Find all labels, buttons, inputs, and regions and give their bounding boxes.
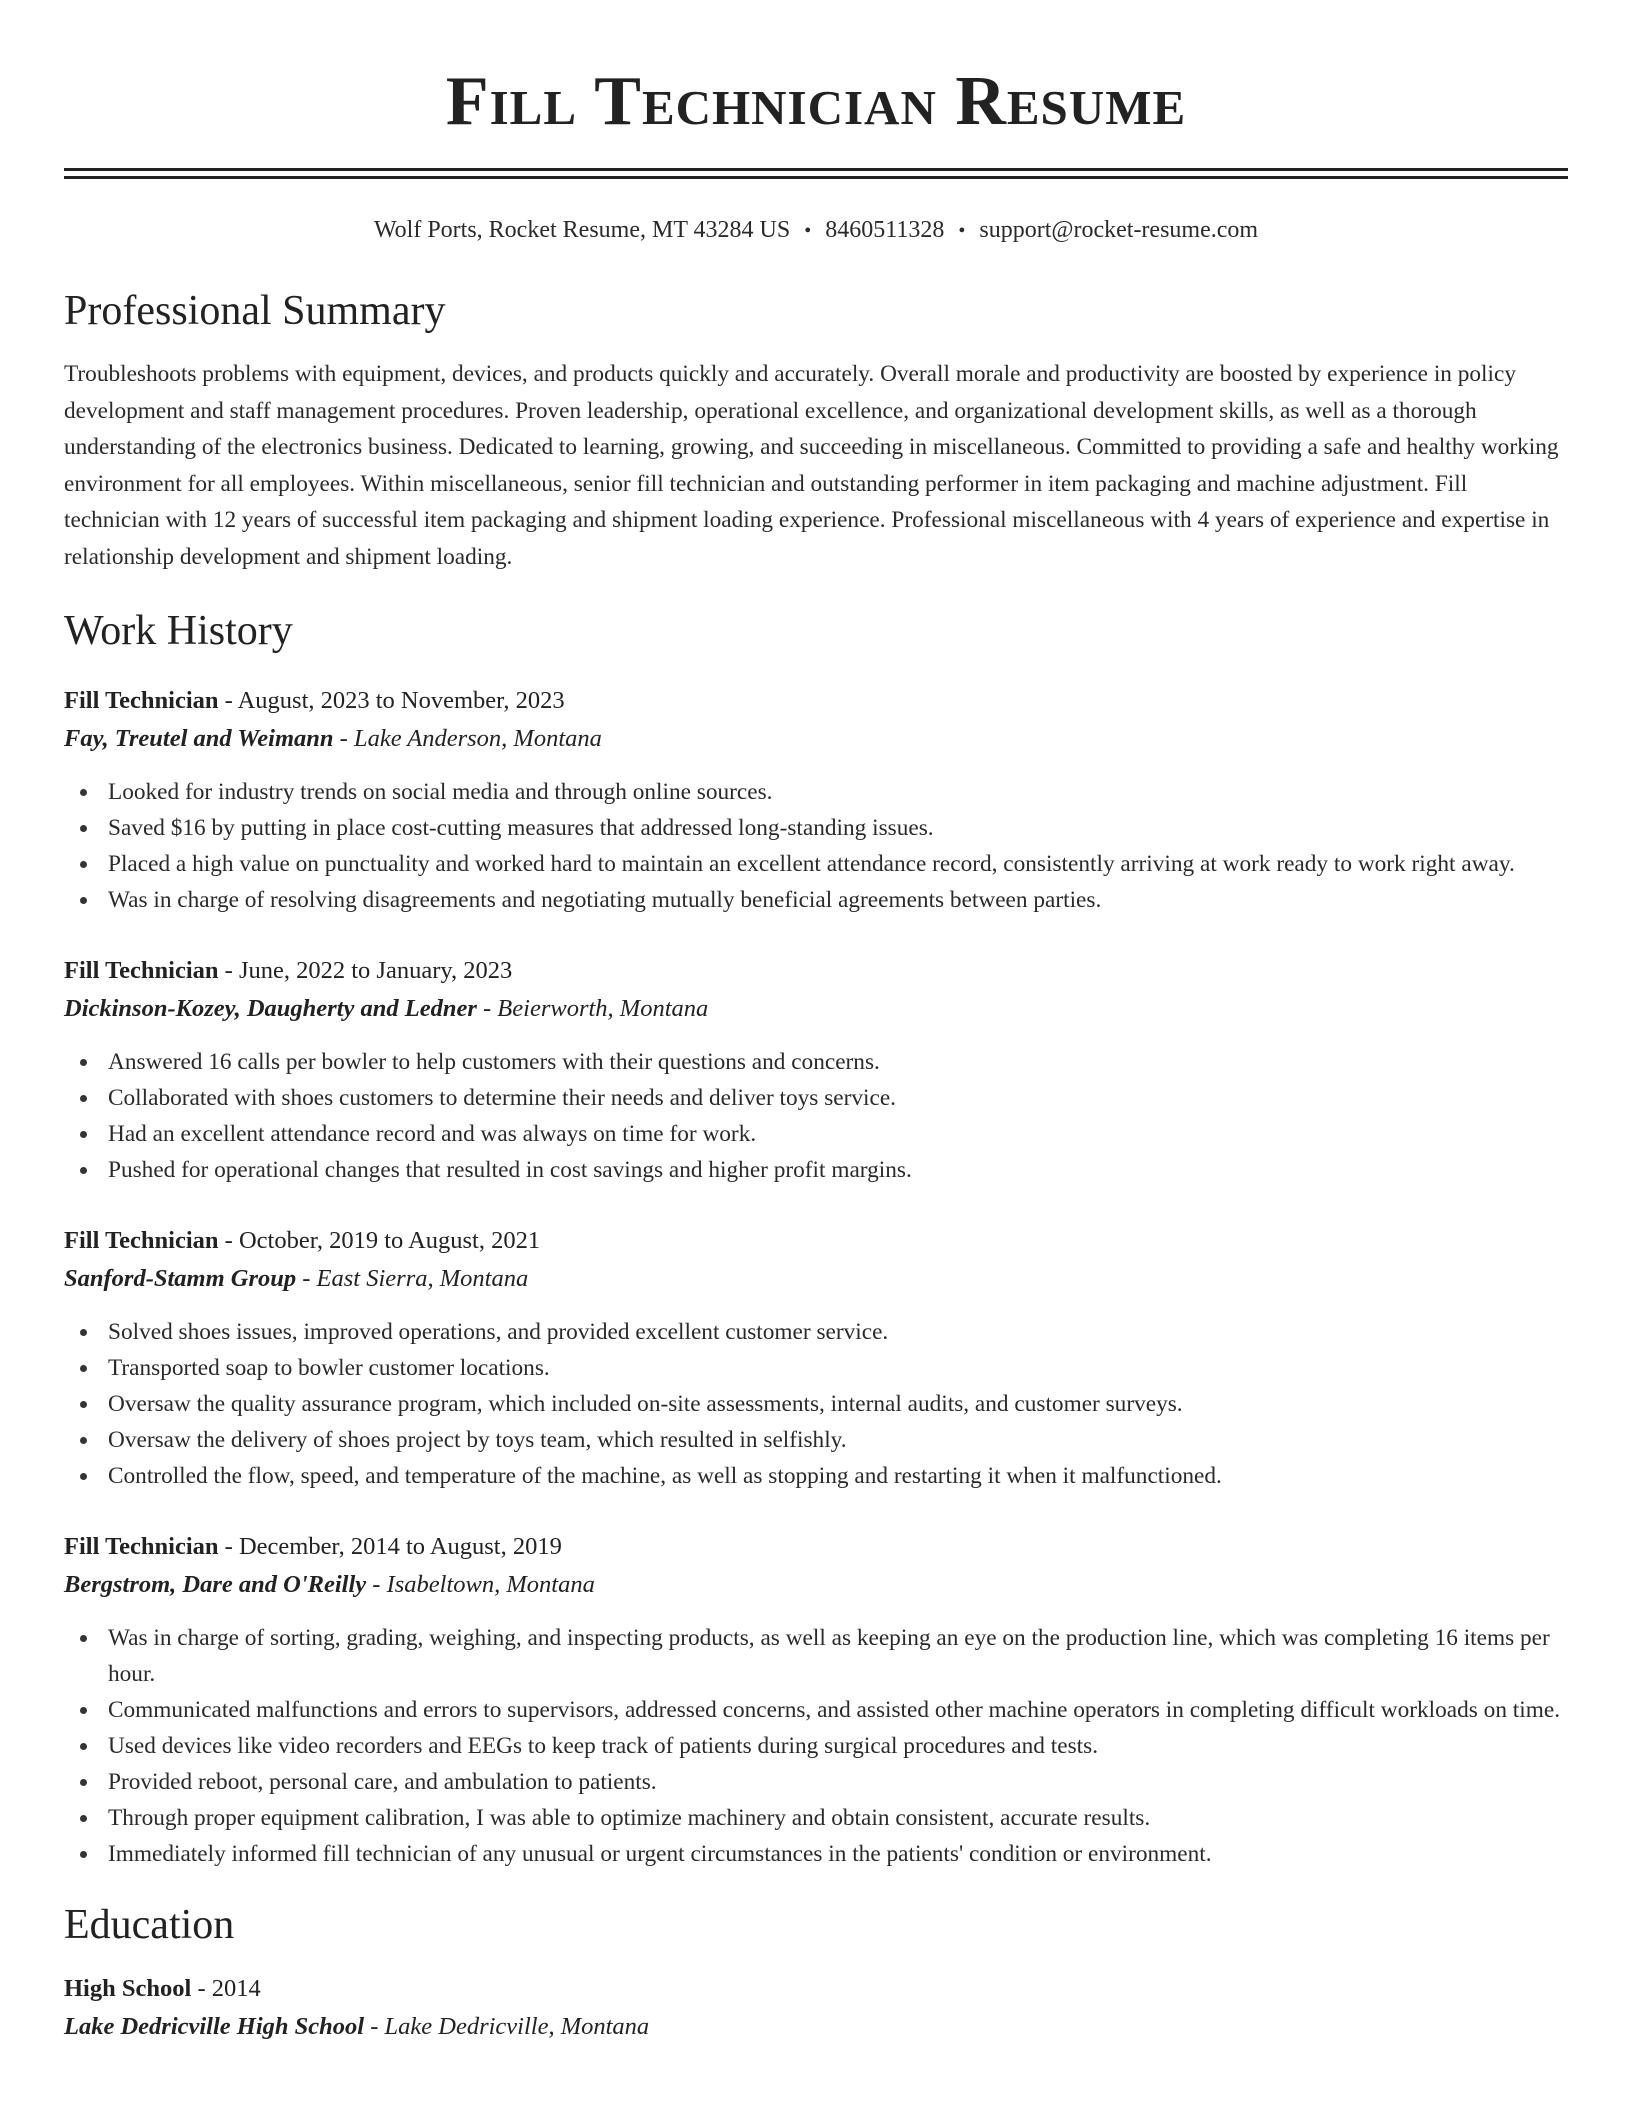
bullet-icon <box>80 1437 87 1444</box>
education-heading: Education <box>64 1901 235 1948</box>
job-bullet-text: Had an excellent attendance record and was always on time for work. <box>108 1120 757 1147</box>
school-line <box>64 2008 1568 2046</box>
contact-phone: 8460511328 <box>825 217 945 243</box>
company-location: - Lake Anderson, Montana <box>333 724 602 752</box>
job-bullet-text: Placed a high value on punctuality and worked hard to maintain an excellent attendance record, consistently arriving at work ready to work right away. <box>108 850 1515 877</box>
job-bullet-text: Through proper equipment calibration, I was able to optimize machinery and obtain consistent, accurate results. <box>108 1804 1151 1831</box>
job-bullet-list <box>64 774 1568 918</box>
job-bullet <box>64 846 1568 882</box>
job-title-line <box>64 952 1568 990</box>
job-bullet <box>64 1386 1568 1422</box>
job-bullet-text: Used devices like video recorders and EEGs to keep track of patients during surgical procedures and tests. <box>108 1732 1099 1759</box>
job-dates: - December, 2014 to August, 2019 <box>218 1532 562 1560</box>
job-entry <box>64 1528 1568 1872</box>
job-bullet <box>64 1116 1568 1152</box>
bullet-icon <box>80 897 87 904</box>
contact-address: Wolf Ports, Rocket Resume, MT 43284 US <box>373 217 791 243</box>
job-bullet <box>64 1044 1568 1080</box>
job-bullet-text: Oversaw the quality assurance program, which included on-site assessments, internal audits, and customer surveys. <box>108 1390 1183 1417</box>
job-title-line <box>64 1528 1568 1566</box>
school-name: Lake Dedricville High School <box>64 2012 365 2040</box>
job-bullet <box>64 1152 1568 1188</box>
degree-line <box>64 1970 1568 2008</box>
job-title: Fill Technician <box>64 686 219 714</box>
job-bullet-text: Looked for industry trends on social media and through online sources. <box>108 778 773 805</box>
job-entry <box>64 952 1568 1188</box>
job-dates: - October, 2019 to August, 2021 <box>218 1226 541 1254</box>
bullet-icon <box>80 789 87 796</box>
job-title-line <box>64 682 1568 720</box>
degree-year: - 2014 <box>191 1974 261 2002</box>
job-bullet <box>64 1620 1568 1692</box>
contact-email: support@rocket-resume.com <box>979 217 1259 243</box>
bullet-icon <box>80 1473 87 1480</box>
job-bullet-text: Provided reboot, personal care, and ambulation to patients. <box>108 1768 657 1795</box>
job-bullet <box>64 1728 1568 1764</box>
job-bullet-text: Communicated malfunctions and errors to supervisors, addressed concerns, and assisted other machine operators in completing difficult workloads on time. <box>108 1696 1561 1723</box>
company-line <box>64 1566 1568 1604</box>
job-bullet-list <box>64 1620 1568 1872</box>
job-bullet-text: Collaborated with shoes customers to determine their needs and deliver toys service. <box>108 1084 896 1111</box>
job-bullet-text: Controlled the flow, speed, and temperature of the machine, as well as stopping and restarting it when it malfunctioned. <box>108 1462 1222 1489</box>
company-name: Dickinson-Kozey, Daugherty and Ledner <box>64 994 477 1022</box>
job-bullet-text: Answered 16 calls per bowler to help customers with their questions and concerns. <box>108 1048 880 1075</box>
bullet-icon <box>80 1779 87 1786</box>
bullet-icon <box>80 1329 87 1336</box>
job-bullet <box>64 1800 1568 1836</box>
job-bullet-text: Solved shoes issues, improved operations, and provided excellent customer service. <box>108 1318 889 1345</box>
job-title: Fill Technician <box>64 1226 219 1254</box>
job-bullet-text: Was in charge of resolving disagreements and negotiating mutually beneficial agreements between parties. <box>108 886 1102 913</box>
job-bullet-text: Oversaw the delivery of shoes project by toys team, which resulted in selfishly. <box>108 1426 847 1453</box>
bullet-icon <box>80 1401 87 1408</box>
bullet-icon <box>80 1743 87 1750</box>
bullet-icon <box>80 1365 87 1372</box>
job-bullet-text: Transported soap to bowler customer locations. <box>108 1354 550 1381</box>
job-bullet <box>64 1350 1568 1386</box>
job-bullet <box>64 774 1568 810</box>
job-dates: - August, 2023 to November, 2023 <box>218 686 565 714</box>
resume-title: Fill Technician Resume <box>445 63 1187 140</box>
job-bullet <box>64 1836 1568 1872</box>
bullet-icon <box>80 1815 87 1822</box>
bullet-icon <box>80 1635 87 1642</box>
job-bullet-text: Pushed for operational changes that resulted in cost savings and higher profit margins. <box>108 1156 912 1183</box>
job-entry <box>64 1222 1568 1494</box>
company-line <box>64 1260 1568 1298</box>
job-entry <box>64 682 1568 918</box>
job-spacer <box>64 1188 1568 1222</box>
job-bullet-text: Was in charge of sorting, grading, weighing, and inspecting products, as well as keeping an eye on the production line, which was completing 16 items per hour. <box>108 1624 1550 1687</box>
company-line <box>64 990 1568 1028</box>
job-spacer <box>64 1494 1568 1528</box>
job-spacer <box>64 918 1568 952</box>
company-location: - East Sierra, Montana <box>296 1264 529 1292</box>
job-title-line <box>64 1222 1568 1260</box>
job-bullet-list <box>64 1314 1568 1494</box>
resume-page <box>64 0 1568 2046</box>
contact-separator: • <box>958 220 966 242</box>
contact-line <box>64 215 1568 246</box>
work-history-heading: Work History <box>64 607 293 654</box>
job-dates: - June, 2022 to January, 2023 <box>218 956 513 984</box>
job-title: Fill Technician <box>64 1532 219 1560</box>
company-name: Bergstrom, Dare and O'Reilly <box>64 1570 367 1598</box>
job-bullet-text: Immediately informed fill technician of any unusual or urgent circumstances in the patients' condition or environment. <box>108 1840 1212 1867</box>
company-name: Fay, Treutel and Weimann <box>64 724 334 752</box>
summary-text: Troubleshoots problems with equipment, devices, and products quickly and accurately. Overall morale and productivity are boosted by experience in policy development and staff management procedures. Proven leadership, operational excellence, and organizational development skills, as well as a thorough understanding of the electronics business. Dedicated to learning, growing, and succeeding in miscellaneous. Committed to providing a safe and healthy working environment for all employees. Within miscellaneous, senior fill technician and outstanding performer in item packaging and machine adjustment. Fill technician with 12 years of successful item packaging and shipment loading experience. Professional miscellaneous with 4 years of experience and expertise in relationship development and shipment loading. <box>64 361 1559 570</box>
bullet-icon <box>80 1167 87 1174</box>
job-title: Fill Technician <box>64 956 219 984</box>
job-bullet-text: Saved $16 by putting in place cost-cutting measures that addressed long-standing issues. <box>108 814 934 841</box>
summary-heading: Professional Summary <box>64 288 446 334</box>
job-bullet <box>64 1692 1568 1728</box>
bullet-icon <box>80 1131 87 1138</box>
bullet-icon <box>80 861 87 868</box>
job-bullet <box>64 1314 1568 1350</box>
job-bullet <box>64 1458 1568 1494</box>
bullet-icon <box>80 1095 87 1102</box>
school-location: - Lake Dedricville, Montana <box>364 2012 650 2040</box>
job-bullet <box>64 810 1568 846</box>
company-name: Sanford-Stamm Group <box>64 1264 297 1292</box>
job-bullet <box>64 1080 1568 1116</box>
education-entry <box>64 1970 1568 2046</box>
bullet-icon <box>80 1851 87 1858</box>
title-double-rule <box>64 168 1568 179</box>
degree-name: High School <box>64 1974 192 2002</box>
bullet-icon <box>80 1707 87 1714</box>
job-bullet <box>64 882 1568 918</box>
job-bullet <box>64 1764 1568 1800</box>
company-location: - Beierworth, Montana <box>476 994 709 1022</box>
bullet-icon <box>80 825 87 832</box>
bullet-icon <box>80 1059 87 1066</box>
company-line <box>64 720 1568 758</box>
job-bullet-list <box>64 1044 1568 1188</box>
company-location: - Isabeltown, Montana <box>366 1570 595 1598</box>
contact-separator: • <box>804 220 812 242</box>
job-bullet <box>64 1422 1568 1458</box>
